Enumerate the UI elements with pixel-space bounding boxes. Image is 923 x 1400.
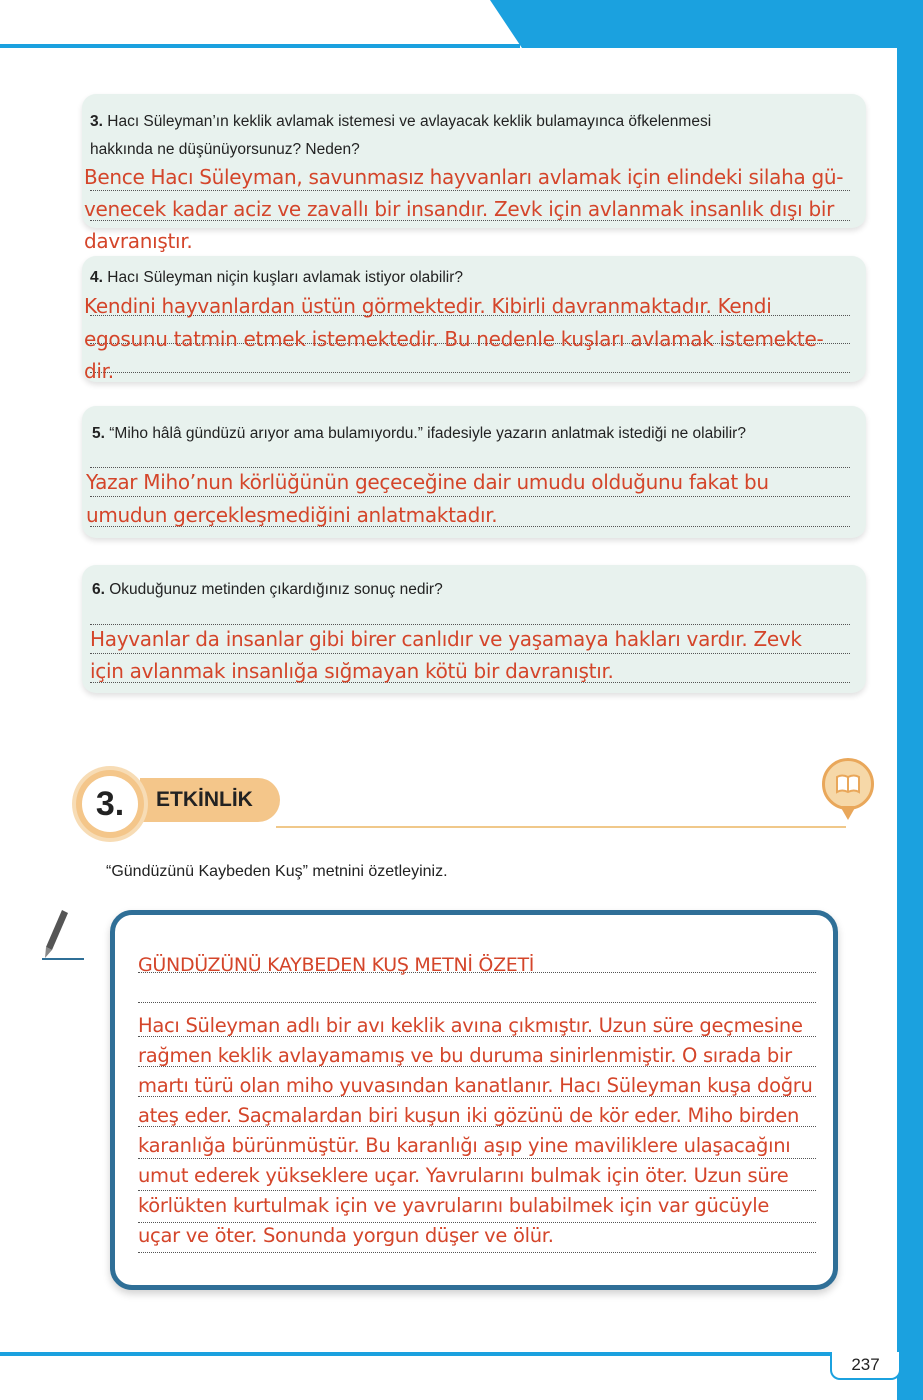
top-header-strip bbox=[0, 44, 520, 48]
summary-line-7: körlükten kurtulmak için ve yavrularını bulabilmek için var gücüyle bbox=[138, 1194, 770, 1217]
question-3-line1 bbox=[90, 108, 711, 136]
summary-title: GÜNDÜZÜNÜ KAYBEDEN KUŞ METNİ ÖZETİ bbox=[138, 954, 535, 976]
answer-line bbox=[90, 372, 850, 373]
question-5-number: 5. bbox=[92, 425, 105, 442]
top-header-band bbox=[0, 0, 923, 48]
summary-line-4: ateş eder. Saçmalardan biri kuşun iki gözünü de kör eder. Miho birden bbox=[138, 1104, 800, 1127]
question-4-text: Hacı Süleyman niçin kuşları avlamak istiyor olabilir? bbox=[107, 269, 464, 286]
summary-line-8: uçar ve öter. Sonunda yorgun düşer ve ölür. bbox=[138, 1224, 554, 1247]
book-badge bbox=[822, 758, 874, 810]
bottom-rule bbox=[0, 1352, 897, 1356]
answer-5-line1: Yazar Miho’nun körlüğünün geçeceğine dair umudu olduğunu fakat bu bbox=[86, 470, 769, 494]
activity-label: ETKİNLİK bbox=[140, 778, 280, 822]
summary-line-6: umut ederek yükseklere uçar. Yavrularını bulmak için öter. Uzun süre bbox=[138, 1164, 789, 1187]
activity-instruction: “Gündüzünü Kaybeden Kuş” metnini özetleyiniz. bbox=[106, 863, 448, 880]
book-icon bbox=[825, 761, 871, 807]
summary-line-3: martı türü olan miho yuvasından kanatlanır. Hacı Süleyman kuşa doğru bbox=[138, 1074, 813, 1097]
activity-number: 3. bbox=[82, 776, 138, 832]
pencil-icon bbox=[40, 906, 90, 962]
summary-line-2: rağmen keklik avlayamamış ve bu duruma sinirlenmiştir. O sırada bir bbox=[138, 1044, 792, 1067]
page-number: 237 bbox=[830, 1352, 901, 1380]
activity-rule bbox=[276, 826, 846, 828]
question-6-line1 bbox=[92, 576, 443, 604]
question-4-line1 bbox=[90, 264, 463, 292]
answer-4-line1: Kendini hayvanlardan üstün görmektedir. Kibirli davranmaktadır. Kendi bbox=[84, 294, 772, 318]
right-margin-bar bbox=[897, 0, 923, 1400]
answer-4-line3: dir. bbox=[84, 359, 114, 383]
question-6-number: 6. bbox=[92, 581, 105, 598]
question-4-number: 4. bbox=[90, 269, 103, 286]
answer-4-line2: egosunu tatmin etmek istemektedir. Bu nedenle kuşları avlamak istemekte- bbox=[84, 327, 824, 351]
summary-line bbox=[138, 1252, 816, 1253]
summary-line-1: Hacı Süleyman adlı bir avı keklik avına çıkmıştır. Uzun süre geçmesine bbox=[138, 1014, 803, 1037]
question-3-text: Hacı Süleyman’ın keklik avlamak istemesi ve avlayacak keklik bulamayınca öfkelenmesi bbox=[107, 113, 712, 130]
question-5-line1 bbox=[92, 420, 746, 448]
answer-3-line3: davranıştır. bbox=[84, 229, 193, 253]
question-3-line2: hakkında ne düşünüyorsunuz? Neden? bbox=[90, 141, 360, 158]
answer-5-line2: umudun gerçekleşmediğini anlatmaktadır. bbox=[86, 503, 498, 527]
summary-line-5: karanlığa bürünmüştür. Bu karanlığı aşıp yine maviliklere ulaşacağını bbox=[138, 1134, 791, 1157]
answer-3-line1: Bence Hacı Süleyman, savunmasız hayvanları avlamak için elindeki silaha gü- bbox=[84, 165, 844, 189]
answer-6-line2: için avlanmak insanlığa sığmayan kötü bir davranıştır. bbox=[90, 659, 614, 683]
answer-6-line1: Hayvanlar da insanlar gibi birer canlıdır ve yaşamaya hakları vardır. Zevk bbox=[90, 627, 802, 651]
book-badge-pointer bbox=[840, 806, 856, 820]
question-5-text: “Miho hâlâ gündüzü arıyor ama bulamıyordu.” ifadesiyle yazarın anlatmak istediği ne olabilir? bbox=[109, 425, 746, 442]
summary-line bbox=[138, 1002, 816, 1003]
question-6-text: Okuduğunuz metinden çıkardığınız sonuç nedir? bbox=[109, 581, 443, 598]
answer-3-line2: venecek kadar aciz ve zavallı bir insandır. Zevk için avlanmak insanlık dışı bir bbox=[84, 197, 835, 221]
question-3-number: 3. bbox=[90, 113, 103, 130]
